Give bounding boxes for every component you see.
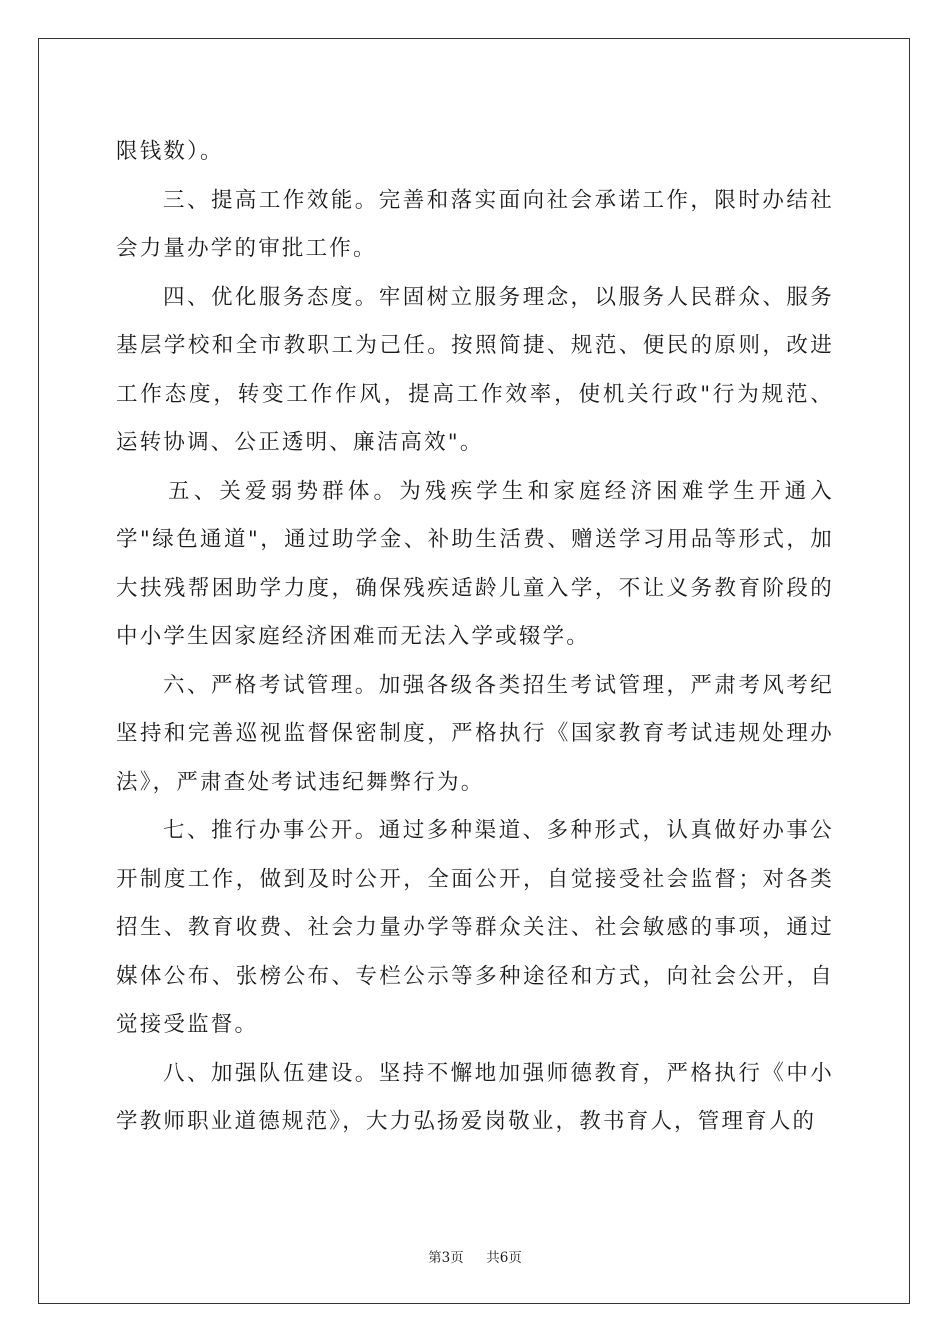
paragraph-item-3: 三、提高工作效能。完善和落实面向社会承诺工作，限时办结社会力量办学的审批工作。 (116, 187, 834, 261)
paragraph-item-5: 五、关爱弱势群体。为残疾学生和家庭经济困难学生开通入学"绿色通道"，通过助学金、补助生活费、赠送学习用品等形式，加大扶残帮困助学力度，确保残疾适龄儿童入学，不让义务教育阶段的中小学生因家庭经济困难而无法入学或辍学。 (116, 478, 834, 649)
paragraph-item-4: 四、优化服务态度。牢固树立服务理念，以服务人民群众、服务基层学校和全市教职工为己任。按照简捷、规范、便民的原则，改进工作态度，转变工作作风，提高工作效率，使机关行政"行为规范、运转协调、公正透明、廉洁高效"。 (116, 284, 834, 455)
page-footer (0, 1246, 950, 1266)
page-total: 共6页 (486, 1250, 522, 1266)
paragraph-continuation: 限钱数）。 (116, 139, 224, 164)
paragraph-item-6: 六、严格考试管理。加强各级各类招生考试管理，严肃考风考纪坚持和完善巡视监督保密制度，严格执行《国家教育考试违规处理办法》，严肃查处考试违纪舞弊行为。 (116, 672, 834, 795)
paragraph-item-7: 七、推行办事公开。通过多种渠道、多种形式，认真做好办事公开制度工作，做到及时公开，全面公开，自觉接受社会监督；对各类招生、教育收费、社会力量办学等群众关注、社会敏感的事项，通过媒体公布、张榜公布、专栏公示等多种途径和方式，向社会公开，自觉接受监督。 (116, 818, 834, 1037)
paragraph-item-8: 八、加强队伍建设。坚持不懈地加强师德教育，严格执行《中小学教师职业道德规范》，大力弘扬爱岗敬业，教书育人，管理育人的 (116, 1060, 834, 1134)
document-body (116, 128, 834, 1147)
page-number: 第3页 (428, 1250, 464, 1266)
